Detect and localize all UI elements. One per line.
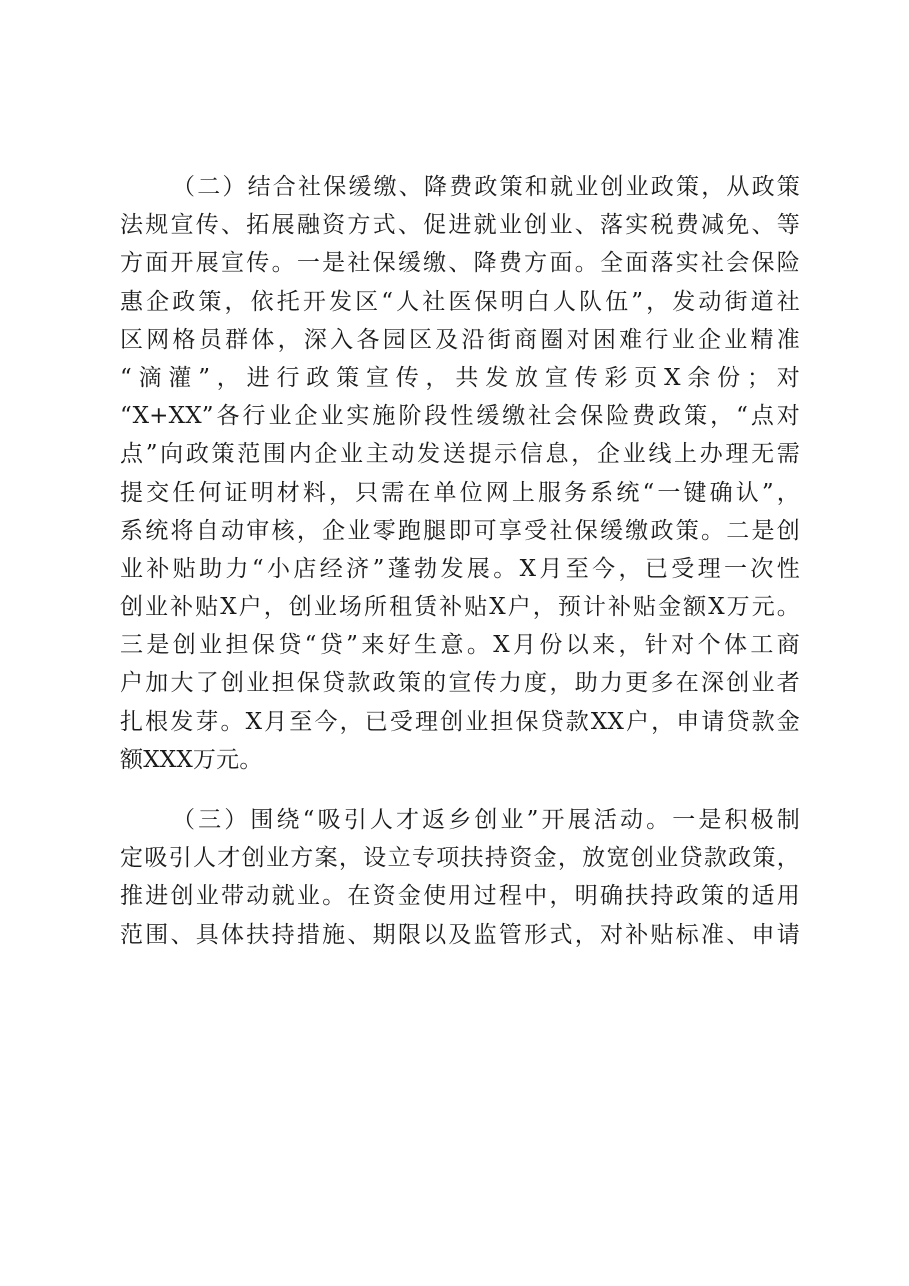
text-line: “滴灌”，进行政策宣传，共发放宣传彩页X余份；对 [120,364,800,391]
text-line: 推进创业带动就业。在资金使用过程中，明确扶持政策的适用 [120,883,800,910]
text-line: 业补贴助力“小店经济”蓬勃发展。X月至今，已受理一次性 [120,555,800,582]
paragraph-spacer [120,779,800,801]
text-line: 惠企政策，依托开发区“人社医保明白人队伍”，发动街道社 [120,288,800,315]
text-line: 定吸引人才创业方案，设立专项扶持资金，放宽创业贷款政策， [120,845,800,872]
text-line: （二）结合社保缓缴、降费政策和就业创业政策，从政策 [172,174,800,200]
text-line: 额XXX万元。 [120,746,263,773]
text-line: 范围、具体扶持措施、期限以及监管形式，对补贴标准、申请 [120,921,800,948]
text-line: 系统将自动审核，企业零跑腿即可享受社保缓缴政策。二是创 [120,517,800,544]
paragraph-2 [120,168,800,779]
text-line: 三是创业担保贷“贷”来好生意。X月份以来，针对个体工商 [120,632,800,659]
text-line: 户加大了创业担保贷款政策的宣传力度，助力更多在深创业者 [120,670,800,697]
text-line: 区网格员群体，深入各园区及沿街商圈对困难行业企业精准 [120,326,800,353]
text-line: 点”向政策范围内企业主动发送提示信息，企业线上办理无需 [120,441,800,468]
document-page [120,168,800,954]
text-line: “X+XX”各行业企业实施阶段性缓缴社会保险费政策，“点对 [120,403,800,430]
paragraph-3 [120,801,800,954]
text-line: 法规宣传、拓展融资方式、促进就业创业、落实税费减免、等 [120,212,800,239]
text-line: 扎根发芽。X月至今，已受理创业担保贷款XX户，申请贷款金 [120,708,800,735]
text-line: 创业补贴X户，创业场所租赁补贴X户，预计补贴金额X万元。 [120,594,800,621]
text-line: 方面开展宣传。一是社保缓缴、降费方面。全面落实社会保险 [120,250,800,277]
text-line: （三）围绕“吸引人才返乡创业”开展活动。一是积极制 [172,807,800,833]
text-line: 提交任何证明材料，只需在单位网上服务系统“一键确认”， [120,479,800,506]
